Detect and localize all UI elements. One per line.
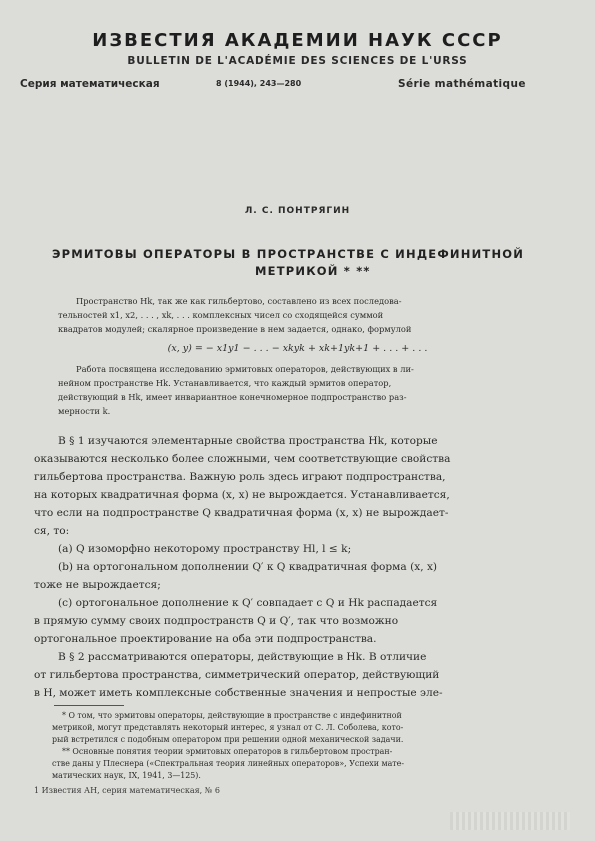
abstract-line: нейном пространстве Hk. Устанавливается, что каждый эрмитов оператор, bbox=[58, 378, 392, 388]
abstract-line: тельностей x1, x2, . . . , xk, . . . комплексных чисел со сходящейся суммой bbox=[58, 310, 384, 320]
body-line: В § 1 изучаются элементарные свойства пространства Hk, которые bbox=[58, 435, 438, 447]
body-line: в прямую сумму своих подпространств Q и Q′, так что возможно bbox=[34, 615, 399, 627]
journal-subtitle: BULLETIN DE L'ACADÉMIE DES SCIENCES DE L'URSS bbox=[127, 55, 468, 67]
abstract-line: мерности k. bbox=[58, 406, 111, 416]
body-line: ортогональное проектирование на оба эти подпространства. bbox=[34, 633, 377, 645]
series-label-french: Série mathématique bbox=[398, 78, 526, 90]
footnote-line: стве даны у Плеснера («Спектральная теория линейных операторов», Успехи мате- bbox=[52, 759, 405, 768]
footnote-line: * О том, что эрмитовы операторы, действующие в пространстве с индефинитной bbox=[62, 711, 402, 720]
abstract-line: действующий в Hk, имеет инвариантное конечномерное подпространство раз- bbox=[58, 392, 407, 402]
footnote-line: рый встретился с подобным оператором при решении одной механической задачи. bbox=[52, 735, 404, 744]
footnote-line: метрикой, могут представлять некоторый интерес, я узнал от С. Л. Соболева, кото- bbox=[52, 723, 404, 732]
abstract-line: Работа посвящена исследованию эрмитовых операторов, действующих в ли- bbox=[76, 364, 414, 374]
body-line: оказываются несколько более сложными, чем соответствующие свойства bbox=[34, 453, 451, 465]
body-line: (c) ортогональное дополнение к Q′ совпадает с Q и Hk распадается bbox=[58, 597, 438, 609]
issue-reference: 8 (1944), 243—280 bbox=[216, 79, 302, 88]
body-line: на которых квадратичная форма (x, x) не вырождается. Устанавливается, bbox=[34, 489, 450, 501]
series-label-russian: Серия математическая bbox=[20, 78, 160, 90]
footnote-line: матических наук, IX, 1941, 3—125). bbox=[52, 771, 201, 780]
body-line: (a) Q изоморфно некоторому пространству Hl, l ≤ k; bbox=[58, 543, 352, 555]
footnote-separator bbox=[54, 705, 124, 706]
page-footer: 1 Известия АН, серия математическая, № 6 bbox=[34, 786, 220, 795]
abstract-line: квадратов модулей; скалярное произведение в нем задается, однако, формулой bbox=[58, 324, 412, 334]
scan-smudge bbox=[450, 812, 570, 830]
body-line: (b) на ортогональном дополнении Q′ к Q квадратичная форма (x, x) bbox=[58, 561, 438, 573]
body-line: В § 2 рассматриваются операторы, действующие в Hk. В отличие bbox=[58, 651, 427, 663]
metric-formula: (x, y) = − x1y1 − . . . − xkyk + xk+1yk+1 + . . . + . . . bbox=[167, 343, 428, 354]
body-line: что если на подпространстве Q квадратичная форма (x, x) не вырождает- bbox=[34, 507, 449, 519]
body-line: ся, то: bbox=[34, 525, 70, 537]
footnote-line: ** Основные понятия теории эрмитовых операторов в гильбертовом простран- bbox=[62, 747, 393, 756]
body-line: в H, может иметь комплексные собственные значения и непростые эле- bbox=[34, 687, 443, 699]
body-line: тоже не вырождается; bbox=[34, 579, 161, 591]
article-title-line-1: ЭРМИТОВЫ ОПЕРАТОРЫ В ПРОСТРАНСТВЕ С ИНДЕФИНИТНОЙ bbox=[52, 247, 525, 261]
body-line: гильбертова пространства. Важную роль здесь играют подпространства, bbox=[34, 471, 446, 483]
journal-title: ИЗВЕСТИЯ АКАДЕМИИ НАУК СССР bbox=[92, 30, 503, 51]
abstract-line: Пространство Hk, так же как гильбертово, составлено из всех последова- bbox=[76, 296, 402, 306]
body-line: от гильбертова пространства, симметрический оператор, действующий bbox=[34, 669, 440, 681]
article-title-line-2: МЕТРИКОЙ * ** bbox=[255, 264, 371, 278]
author-name: Л. С. ПОНТРЯГИН bbox=[244, 206, 351, 216]
